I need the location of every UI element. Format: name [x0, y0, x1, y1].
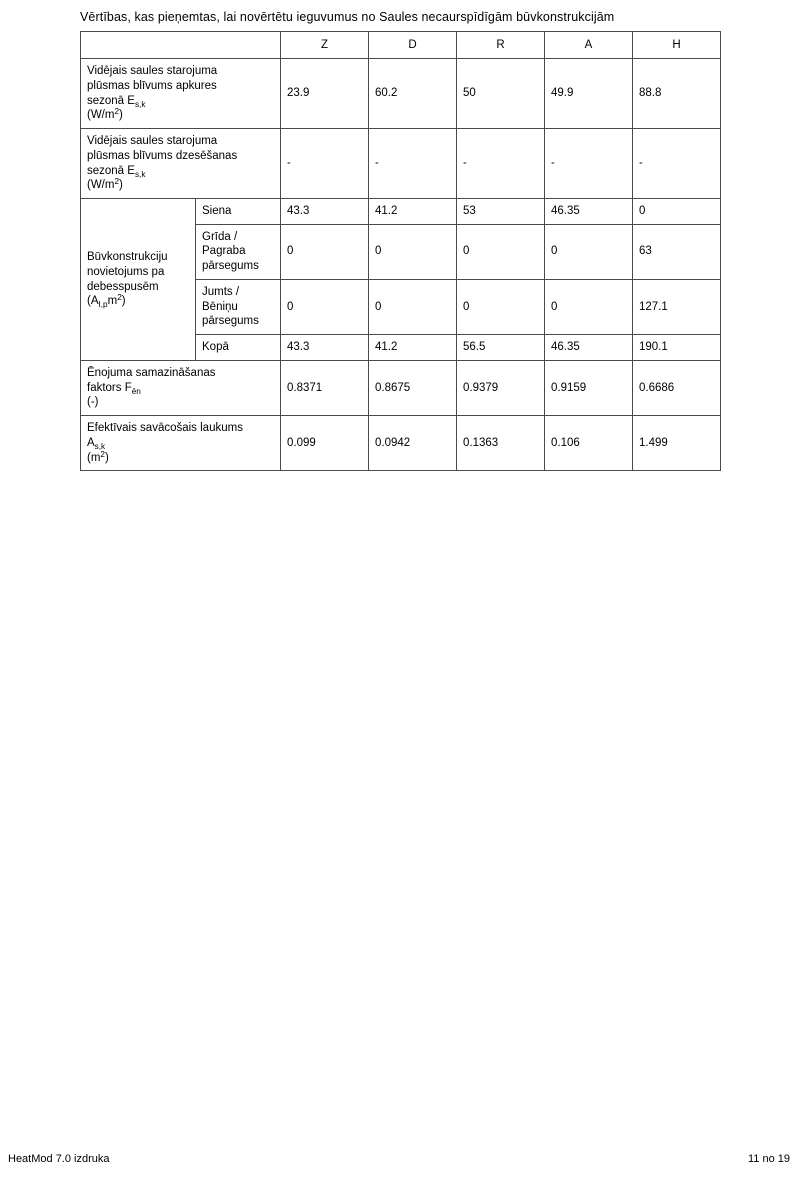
cell-value: 0: [369, 279, 457, 334]
cell-value: 0: [457, 279, 545, 334]
cell-value: 60.2: [369, 59, 457, 129]
column-header-z: Z: [281, 32, 369, 59]
column-header-empty: [81, 32, 281, 59]
cell-value: 0.1363: [457, 416, 545, 471]
cell-value: 41.2: [369, 335, 457, 361]
cell-value: 41.2: [369, 199, 457, 225]
cell-value: 0.8675: [369, 361, 457, 416]
cell-value: 0.099: [281, 416, 369, 471]
cell-value: 0: [457, 224, 545, 279]
cell-value: 1.499: [633, 416, 721, 471]
cell-value: 190.1: [633, 335, 721, 361]
cell-value: 43.3: [281, 199, 369, 225]
cell-value: 0: [545, 224, 633, 279]
cell-value: 0: [545, 279, 633, 334]
cell-value: 49.9: [545, 59, 633, 129]
row-label-effective-collecting-area: Efektīvais savācošais laukums $A_{s,k}$ $(m^2)$: [81, 416, 281, 471]
cell-value: 63: [633, 224, 721, 279]
column-header-r: R: [457, 32, 545, 59]
table-row: [81, 416, 721, 471]
cell-value: 0.9159: [545, 361, 633, 416]
cell-value: -: [457, 129, 545, 199]
row-label-shading-reduction-factor: Ēnojuma samazināšanas faktors $F_{ēn}$ (-): [81, 361, 281, 416]
cell-value: 0: [281, 279, 369, 334]
cell-value: 56.5: [457, 335, 545, 361]
cell-value: 88.8: [633, 59, 721, 129]
cell-value: 46.35: [545, 199, 633, 225]
table-header-row: [81, 32, 721, 59]
table-row: [81, 129, 721, 199]
cell-value: -: [633, 129, 721, 199]
subrow-label-roof-attic: Jumts / Bēniņu pārsegums: [196, 279, 281, 334]
column-header-h: H: [633, 32, 721, 59]
row-label-cooling-season-irradiance: Vidējais saules starojuma plūsmas blīvums dzesēšanas sezonā $E_{s,k}$ $(W/m^2)$: [81, 129, 281, 199]
subrow-label-total: Kopā: [196, 335, 281, 361]
subrow-label-wall: Siena: [196, 199, 281, 225]
row-label-construction-orientation: Būvkonstrukciju novietojums pa debesspusēm $(A_{I,p}m^2)$: [81, 199, 196, 361]
footer-left-text: HeatMod 7.0 izdruka: [8, 1153, 110, 1165]
cell-value: -: [281, 129, 369, 199]
cell-value: 46.35: [545, 335, 633, 361]
column-header-d: D: [369, 32, 457, 59]
cell-value: 43.3: [281, 335, 369, 361]
cell-value: 0.8371: [281, 361, 369, 416]
cell-value: 0.0942: [369, 416, 457, 471]
column-header-a: A: [545, 32, 633, 59]
solar-gains-table: [80, 31, 721, 471]
table-row: [81, 59, 721, 129]
table-row: [81, 361, 721, 416]
cell-value: 50: [457, 59, 545, 129]
cell-value: -: [545, 129, 633, 199]
row-label-heating-season-irradiance: Vidējais saules starojuma plūsmas blīvums apkures sezonā $E_{s,k}$ $(W/m^2)$: [81, 59, 281, 129]
subrow-label-floor-basement: Grīda / Pagraba pārsegums: [196, 224, 281, 279]
cell-value: 127.1: [633, 279, 721, 334]
table-row: [81, 199, 721, 225]
cell-value: 0.6686: [633, 361, 721, 416]
cell-value: 0.9379: [457, 361, 545, 416]
cell-value: 0.106: [545, 416, 633, 471]
cell-value: -: [369, 129, 457, 199]
cell-value: 0: [281, 224, 369, 279]
cell-value: 0: [369, 224, 457, 279]
page-title: Vērtības, kas pieņemtas, lai novērtētu ieguvumus no Saules necaurspīdīgām būvkonstrukcijām: [80, 10, 615, 24]
cell-value: 23.9: [281, 59, 369, 129]
cell-value: 0: [633, 199, 721, 225]
cell-value: 53: [457, 199, 545, 225]
footer-page-number: 11 no 19: [747, 1153, 790, 1165]
